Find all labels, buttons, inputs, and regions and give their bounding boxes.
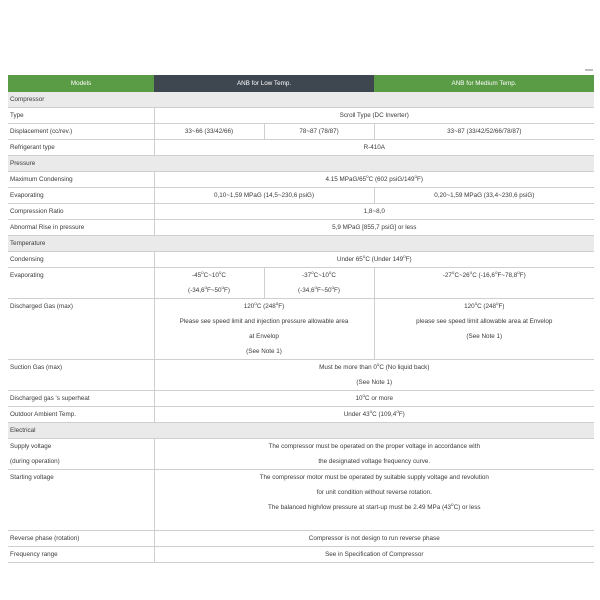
row-value: 10$^o$C or more (154, 391, 594, 407)
header-medium-temp: ANB for Medium Temp. (374, 75, 594, 92)
row-refrigerant (8, 140, 594, 156)
row-superheat (8, 391, 594, 407)
row-max-condensing (8, 172, 594, 188)
row-value: 5,9 MPaG [855,7 psiG] or less (154, 220, 594, 236)
row-value: -37$^o$C~10$^o$C (-34,6$^o$F~50$^o$F) (264, 268, 374, 299)
row-value: 0,20~1,59 MPaG (33,4~230,6 psiG) (374, 188, 594, 204)
row-value: 1,8~8,0 (154, 204, 594, 220)
row-label: Reverse phase (rotation) (8, 531, 154, 547)
row-value: 78~87 (78/87) (264, 124, 374, 140)
section-compressor (8, 92, 594, 108)
row-label: Abnormal Rise in pressure (8, 220, 154, 236)
section-electrical (8, 423, 594, 439)
row-supply-voltage (8, 439, 594, 470)
row-displacement (8, 124, 594, 140)
row-value: Under 65$^o$C (Under 149$^o$F) (154, 252, 594, 268)
row-value: Under 43$^o$C (109,4$^o$F) (154, 407, 594, 423)
row-label: Displacement (cc/rev.) (8, 124, 154, 140)
section-label: Compressor (8, 92, 594, 108)
row-label: Discharged Gas (max) (8, 299, 154, 360)
section-pressure (8, 156, 594, 172)
row-value: -27$^o$C~26$^o$C (-16,6$^o$F~78,8$^o$F) (374, 268, 594, 299)
row-label: Supply voltage (during operation) (8, 439, 154, 470)
row-value: The compressor must be operated on the proper voltage in accordance with the designated voltage frequency curve. (154, 439, 594, 470)
row-label: Maximum Condensing (8, 172, 154, 188)
row-value: Scroll Type (DC Inverter) (154, 108, 594, 124)
row-value: 33~87 (33/42/52/66/78/87) (374, 124, 594, 140)
row-abnormal-rise (8, 220, 594, 236)
row-reverse-phase (8, 531, 594, 547)
row-frequency-range (8, 547, 594, 563)
row-label: Starting voltage (8, 470, 154, 531)
row-value: 4.15 MPaG/65$^o$C (602 psiG/149$^o$F) (154, 172, 594, 188)
row-label: Condensing (8, 252, 154, 268)
row-label: Type (8, 108, 154, 124)
corner-mark (585, 69, 593, 71)
row-outdoor-ambient (8, 407, 594, 423)
row-label: Evaporating (8, 268, 154, 299)
row-value: Must be more than 0$^o$C (No liquid back) (See Note 1) (154, 360, 594, 391)
row-value: 0,10~1,59 MPaG (14,5~230,6 psiG) (154, 188, 374, 204)
row-evaporating-pressure (8, 188, 594, 204)
spec-table (8, 75, 594, 563)
row-discharged-gas (8, 299, 594, 360)
row-value: 33~66 (33/42/66) (154, 124, 264, 140)
row-value: R-410A (154, 140, 594, 156)
section-temperature (8, 236, 594, 252)
row-type (8, 108, 594, 124)
section-label: Temperature (8, 236, 594, 252)
row-starting-voltage (8, 470, 594, 531)
row-value: 120$^o$C (248$^o$F) please see speed limit allowable area at Envelop (See Note 1) (374, 299, 594, 360)
row-condensing (8, 252, 594, 268)
header-low-temp: ANB for Low Temp. (154, 75, 374, 92)
row-value: The compressor motor must be operated by suitable supply voltage and revolution for unit condition without reverse rotation. The balanced high/low pressure at start-up must be 2.49 MPa (43$^o$C) or less (154, 470, 594, 531)
row-label: Evaporating (8, 188, 154, 204)
row-value: Compressor is not design to run reverse phase (154, 531, 594, 547)
row-compression-ratio (8, 204, 594, 220)
row-label: Compression Ratio (8, 204, 154, 220)
header-models: Models (8, 75, 154, 92)
row-label: Outdoor Ambient Temp. (8, 407, 154, 423)
row-label: Frequency range (8, 547, 154, 563)
row-label: Discharged gas 's superheat (8, 391, 154, 407)
section-label: Electrical (8, 423, 594, 439)
row-evaporating-temp (8, 268, 594, 299)
header-row (8, 75, 594, 92)
row-suction-gas (8, 360, 594, 391)
row-label: Suction Gas (max) (8, 360, 154, 391)
section-label: Pressure (8, 156, 594, 172)
row-value: See in Specification of Compressor (154, 547, 594, 563)
row-value: -45$^o$C~10$^o$C (-34,6$^o$F~50$^o$F) (154, 268, 264, 299)
row-label: Refrigerant type (8, 140, 154, 156)
row-value: 120$^o$C (248$^o$F) Please see speed limit and injection pressure allowable area at Envelop (See Note 1) (154, 299, 374, 360)
